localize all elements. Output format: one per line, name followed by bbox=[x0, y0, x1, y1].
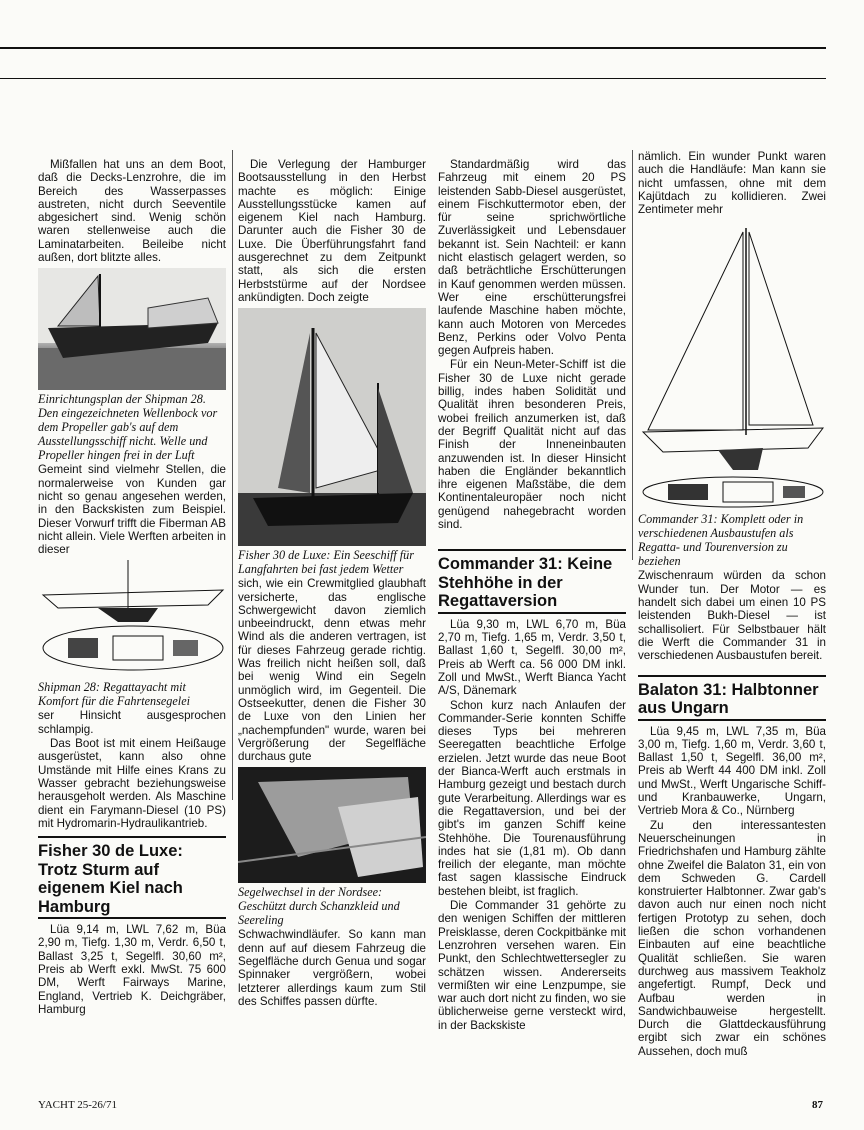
caption: Commander 31: Komplett oder in verschiedenen Ausbaustufen als Regatta- und Tourenversion zu beziehen bbox=[638, 512, 804, 569]
spec-block: Lüa 9,30 m, LWL 6,70 m, Büa 2,70 m, Tiefg. 1,65 m, Verdr. 3,50 t, Ballast 1,60 t, Segelfl. 30,00 m², Preis ab Werft ca. 56 000 DM inkl. Zoll und MwSt., Werft Bianca Yacht A/S, Dänemark bbox=[438, 617, 626, 698]
caption: Fisher 30 de Luxe: Ein Seeschiff für Langfahrten bei fast jedem Wetter bbox=[238, 548, 415, 577]
fisher-photo bbox=[238, 308, 426, 546]
caption: Segelwechsel in der Nordsee: Geschützt durch Schanzkleid und Seereling bbox=[238, 885, 400, 928]
column-4 bbox=[638, 150, 826, 1059]
sailboat-photo-icon bbox=[38, 268, 226, 390]
paragraph: Für ein Neun-Meter-Schiff ist die Fisher 30 de Luxe nicht gerade billig, indes haben Solidität und Qualität ihren besonderen Preis, wobei freilich anzumerken ist, daß der Begriff Qualität nicht auf das Finish der Inneneinbauten anzuwenden ist. In dieser Hinsicht haben die Engländer bekanntlich ihre eigenen Maßstäbe, die dem Kontinentaleuropäer noch nicht genügend nahegebracht worden sind. bbox=[438, 358, 626, 532]
paragraph: Zwischenraum würden da schon Wunder tun. Der Motor — es handelt sich dabei um einen 10 PS leistenden Bukh-Diesel — ist schallisoliert. Für Selbstbauer hält die Werft die Commander 31 in verschiedenen Ausbaustufen bereit. bbox=[638, 569, 826, 663]
caption: Shipman 28: Regattayacht mit Komfort für die Fahrtensegelei bbox=[38, 680, 190, 709]
paragraph: Standardmäßig wird das Fahrzeug mit einem 20 PS leistenden Sabb-Diesel ausgerüstet, einem Fischkuttermotor eben, der für seine sprichwörtliche Zuverlässigkeit und Lebensdauer bekannt ist. Sein Nachteil: er kann nicht elastisch gelagert werden, so daß beträchtliche Erschütterungen in Kauf genommen werden müssen. Wer eine erschütterungsfrei laufende Maschine haben möchte, kann auch Motoren von Mercedes Benz, Perkins oder Volvo Penta gegen Aufpreis haben. bbox=[438, 158, 626, 358]
commander-drawing bbox=[638, 220, 826, 510]
paragraph: Zu den interessantesten Neuerscheinungen in Friedrichshafen und Hamburg zählte ohne Zweifel die Balaton 31, ein von dem Schweden G. Cardell konstruierter Halbtonner. Zwar gab's davon auch nur einen noch nicht fertigen Prototyp zu sehen, doch ließen die schon vorhandenen Einbauten auf eine beachtliche Qualität schließen. Sie waren durchweg aus massivem Teakholz angefertigt. Rumpf, Deck und Aufbau werden in Sandwichbauweise hergestellt. Durch die Glattdeckausführung ergibt sich zwar ein schönes Aussehen, doch muß bbox=[638, 818, 826, 1058]
paragraph: Gemeint sind vielmehr Stellen, die normalerweise von Kunden gar nicht so genau angesehen werden, in den Backskisten zum Beispiel. Dieser Vorwurf trifft die Fiberman AB nicht allein. Viele Werften arbeiten in dieser bbox=[38, 463, 226, 557]
spec-block: Lüa 9,45 m, LWL 7,35 m, Büa 3,00 m, Tiefg. 1,60 m, Verdr. 3,60 t, Ballast 1,50 t, Segelfl. 36,00 m², Preis ab Werft 44 400 DM inkl. Zoll und MwSt., Werft Ungarische Schiff- und Kranbauwerke, Ungarn, Vertrieb Mora & Co., Nürnberg bbox=[638, 724, 826, 818]
column-1 bbox=[38, 158, 226, 1017]
caption: Einrichtungsplan der Shipman 28. Den eingezeichneten Wellenbock vor dem Propeller gab's auf dem Ausstellungsschiff nicht. Welle und Propeller hingen frei in der Luft bbox=[38, 392, 218, 463]
paragraph: Mißfallen hat uns an dem Boot, daß die Decks-Lenzrohre, die im Bereich des Wasserpasses austreten, nicht durch Seeventile abgesichert sind. Wenig schön waren stellenweise auch die Laminatarbeiten. Beileibe nicht außen, dort blitzte alles. bbox=[38, 158, 226, 265]
page-number: 87 bbox=[812, 1099, 823, 1111]
section-heading: Balaton 31: Halbtonner aus Ungarn bbox=[638, 675, 826, 721]
column-divider bbox=[632, 150, 633, 560]
sail-plan-icon bbox=[638, 220, 826, 510]
paragraph: Schwachwindläufer. So kann man denn auf auf diesem Fahrzeug die Segelfläche durch Genua und sogar Spinnaker vergrößern, wobei letzterer allerdings kaum zum Stil des Schiffes passen dürfte. bbox=[238, 928, 426, 1008]
paragraph: Das Boot ist mit einem Heißauge ausgerüstet, kann also ohne Umstände mit Hilfe eines Krans zu Wasser gebracht beziehungsweise herausgeholt werden. Als Maschine dient ein Farymann-Diesel (10 PS) mit Hydromarin-Hydraulikantrieb. bbox=[38, 737, 226, 830]
section-heading: Fisher 30 de Luxe: Trotz Sturm auf eigenem Kiel nach Hamburg bbox=[38, 836, 226, 919]
top-rule-2 bbox=[0, 78, 826, 79]
paragraph: nämlich. Ein wunder Punkt waren auch die Handläufe: Man kann sie nicht umfassen, ohne mit dem Kajütdach zu kollidieren. Zwei Zentimeter mehr bbox=[638, 150, 826, 217]
footer-issue: YACHT 25-26/71 bbox=[38, 1099, 117, 1111]
column-divider bbox=[232, 150, 233, 800]
paragraph: ser Hinsicht ausgesprochen schlampig. bbox=[38, 709, 226, 736]
column-2 bbox=[238, 158, 426, 1009]
paragraph: Die Verlegung der Hamburger Bootsausstellung in den Herbst machte es möglich: Einige Ausstellungsstücke kamen auf eigenem Kiel nach Hamburg. Darunter auch die Fisher 30 de Luxe. Die Überführungsfahrt fand ausgerechnet zu dem Zeitpunkt statt, als sich die ersten Herbststürme auf der Nordsee ankündigten. Doch zeigte bbox=[238, 158, 426, 304]
top-rule-1 bbox=[0, 47, 826, 49]
paragraph: Schon kurz nach Anlaufen der Commander-Serie konnten Schiffe dieses Typs bei mehreren Seeregatten beachtliche Erfolge erzielen. Jetzt wurde das neue Boot der Bianca-Werft auch erstmals in Hamburg gezeigt und bestach durch gute Verarbeitung. Allerdings war es die Regattaversion, und bei der gibt's im ganzen Schiff keine Stehhöhe. Die Tourenausführung indes hat sie (1,81 m). Ob dann freilich der elegante, man möchte fast sagen klassische Eindruck bestehen bleibt, ist fraglich. bbox=[438, 698, 626, 898]
sail-change-photo bbox=[238, 767, 426, 883]
sailboat-photo-icon bbox=[238, 308, 426, 546]
shipman-plan-drawing bbox=[38, 560, 226, 678]
shipman-photo bbox=[38, 268, 226, 390]
deck-photo-icon bbox=[238, 767, 426, 883]
column-3 bbox=[438, 158, 626, 1033]
paragraph: sich, wie ein Crewmitglied glaubhaft versicherte, das englische Schwergewicht davon ziemlich unbeeindruckt, denn etwas mehr Wind als die anderen vertragen, ist für dieses Fahrzeug gerade richtig. Was freilich nicht heißen soll, daß bei wenig Wind ein Segeln unmöglich wird, im Gegenteil. Die Ostseekutter, denen die Fisher 30 de Luxe von den Linien her „nachempfunden" wurde, waren bei Vergrößerung der Segelfläche durchaus gute bbox=[238, 577, 426, 764]
deck-plan-icon bbox=[38, 560, 226, 678]
section-heading: Commander 31: Keine Stehhöhe in der Regattaversion bbox=[438, 549, 626, 614]
spec-block: Lüa 9,14 m, LWL 7,62 m, Büa 2,90 m, Tiefg. 1,30 m, Verdr. 6,50 t, Ballast 3,25 t, Segelfl. 30,60 m², Preis ab Werft exkl. MwSt. 75 600 DM, Werft Fairways Marine, England, Vertrieb K. Deichgräber, Hamburg bbox=[38, 923, 226, 1016]
paragraph: Die Commander 31 gehörte zu den wenigen Schiffen der mittleren Preisklasse, deren Cockpitbänke mit Lenzrohren versehen waren. Ein Punkt, den Schlechtwettersegler zu schätzen wissen. Andererseits vermißten wir eine Lenzpumpe, sie war auch dort nicht zu finden, wo sie üblicherweise gerne versteckt wird, in der Backskiste bbox=[438, 899, 626, 1032]
